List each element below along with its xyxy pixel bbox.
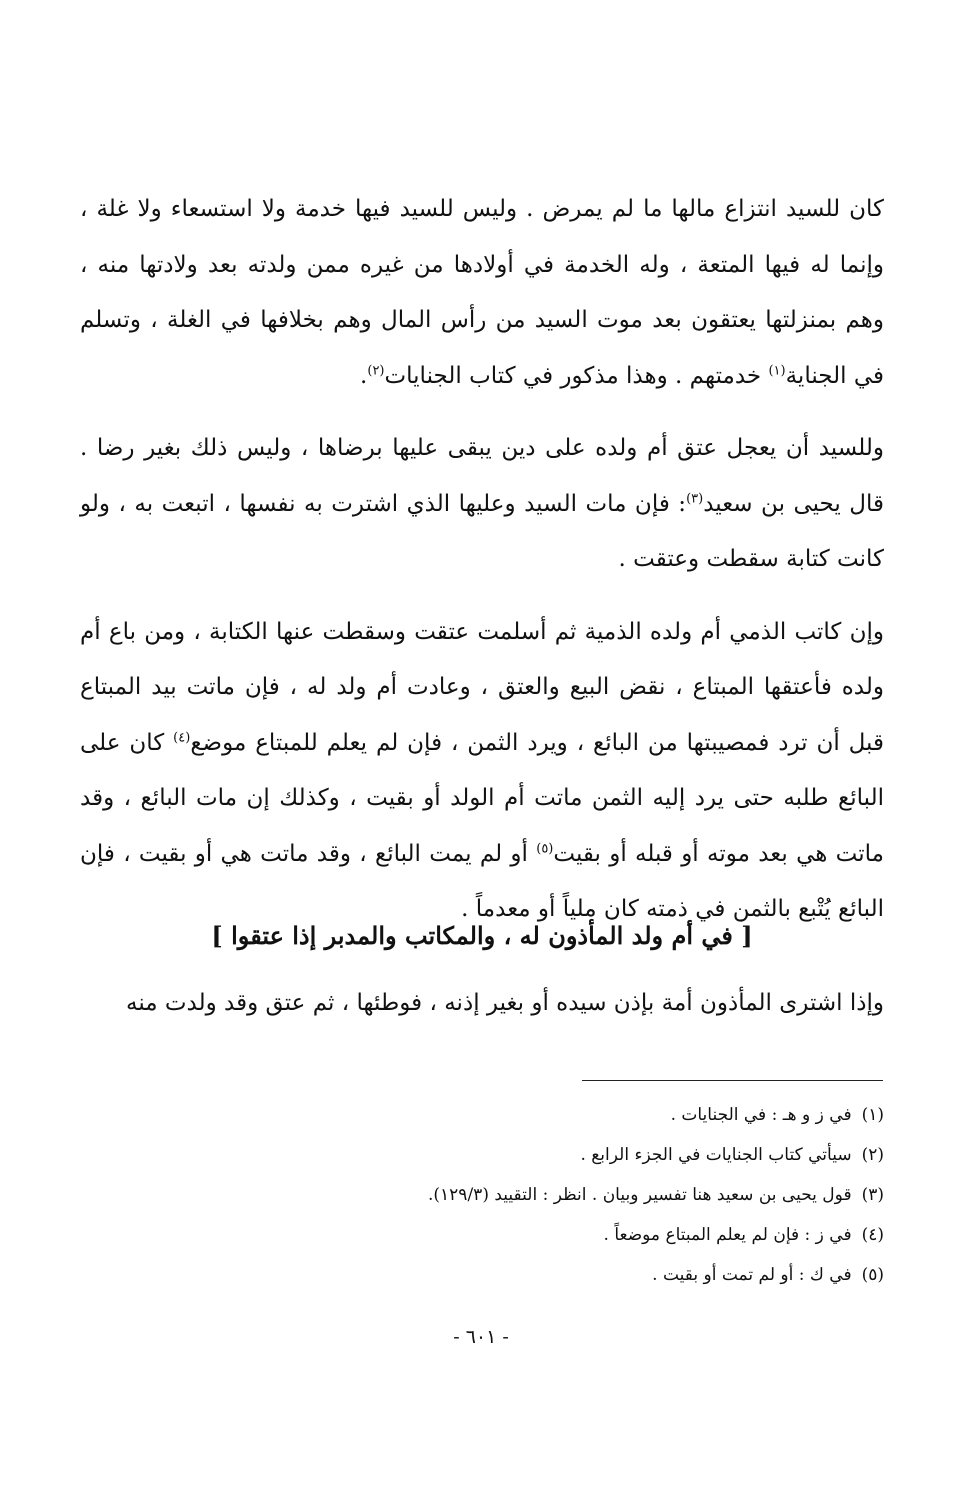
- footnote-4: [80, 1215, 884, 1255]
- footnotes: [80, 1095, 884, 1295]
- footnote-3: [80, 1175, 884, 1215]
- p3-text-1: وإن كاتب الذمي أم ولده الذمية ثم أسلمت عتقت وسقطت عنها الكتابة ، ومن باع أم ولده فأعتقها المبتاع ، نقض البيع والعتق ، وعادت أم ولد له ، فإن ماتت بيد المبتاع قبل أن ترد فمصيبتها من البائع ، ويرد الثمن ، فإن لم يعلم للمبتاع موضع: [80, 618, 884, 756]
- p3-text-3: أو لم يمت البائع ، وقد ماتت هي أو بقيت ، فإن البائع يُتْبع بالثمن في ذمته كان ملياً أو معدماً .: [80, 840, 884, 922]
- main-text: [80, 182, 884, 938]
- footnote-number: (١): [861, 1105, 884, 1125]
- p2-text-2: : فإن مات السيد وعليها الذي اشترت به نفسها ، اتبعت به ، ولو كانت كتابة سقطت وعتقت .: [80, 490, 884, 572]
- footnote-text: في ك : أو لم تمت أو بقيت .: [652, 1265, 852, 1285]
- footnote-number: (٢): [861, 1145, 884, 1165]
- paragraph-1: [80, 182, 884, 404]
- footnote-ref-4: (٤): [173, 729, 191, 745]
- footnote-5: [80, 1255, 884, 1295]
- footnote-number: (٤): [861, 1225, 884, 1245]
- footnote-1: [80, 1095, 884, 1135]
- footnote-separator: [582, 1080, 883, 1081]
- paragraph-2: [80, 421, 884, 588]
- section-heading: [ في أم ولد المأذون له ، والمكاتب والمدبر إذا عتقوا ]: [211, 921, 753, 950]
- paragraph-3: [80, 605, 884, 938]
- footnote-ref-3: (٣): [686, 490, 704, 506]
- footnote-2: [80, 1135, 884, 1175]
- paragraph-4: وإذا اشترى المأذون أمة بإذن سيده أو بغير إذنه ، فوطئها ، ثم عتق وقد ولدت منه: [126, 990, 884, 1016]
- page-number: - ٦٠١ -: [453, 1326, 509, 1348]
- footnote-ref-2: (٢): [367, 362, 385, 378]
- footnote-number: (٣): [861, 1185, 884, 1205]
- p1-text-2: خدمتهم . وهذا مذكور في كتاب الجنايات: [384, 362, 769, 389]
- footnote-text: قول يحيى بن سعيد هنا تفسير وبيان . انظر : التقييد (١٢٩/٣).: [428, 1185, 852, 1205]
- footnote-text: في ز و هـ : في الجنايات .: [670, 1105, 852, 1125]
- footnote-number: (٥): [861, 1265, 884, 1285]
- footnote-ref-1: (١): [768, 362, 786, 378]
- footnote-text: في ز : فإن لم يعلم المبتاع موضعاً .: [603, 1225, 852, 1245]
- footnote-ref-5: (٥): [536, 840, 554, 856]
- footnote-text: سيأتي كتاب الجنايات في الجزء الرابع .: [580, 1145, 852, 1165]
- p2-text-1: وللسيد أن يعجل عتق أم ولده على دين يبقى عليها برضاها ، وليس ذلك بغير رضا . قال يحيى بن سعيد: [80, 435, 884, 517]
- p1-text-1: كان للسيد انتزاع مالها ما لم يمرض . وليس للسيد فيها خدمة ولا استسعاء ولا غلة ، وإنما له فيها المتعة ، وله الخدمة في أولادها من غيره ممن ولدته بعد ولادتها منه ، وهم بمنزلتها يعتقون بعد موت السيد من رأس المال وهم بخلافها في الغلة ، وتسلم في الجناية: [80, 196, 884, 389]
- p3-text-2: كان على البائع طلبه حتى يرد إليه الثمن ماتت أم الولد أو بقيت ، وكذلك إن مات البائع ، وقد ماتت هي بعد موته أو قبله أو بقيت: [80, 729, 885, 867]
- last-paragraph-block: [80, 976, 884, 1032]
- p1-text-3: .: [360, 362, 368, 389]
